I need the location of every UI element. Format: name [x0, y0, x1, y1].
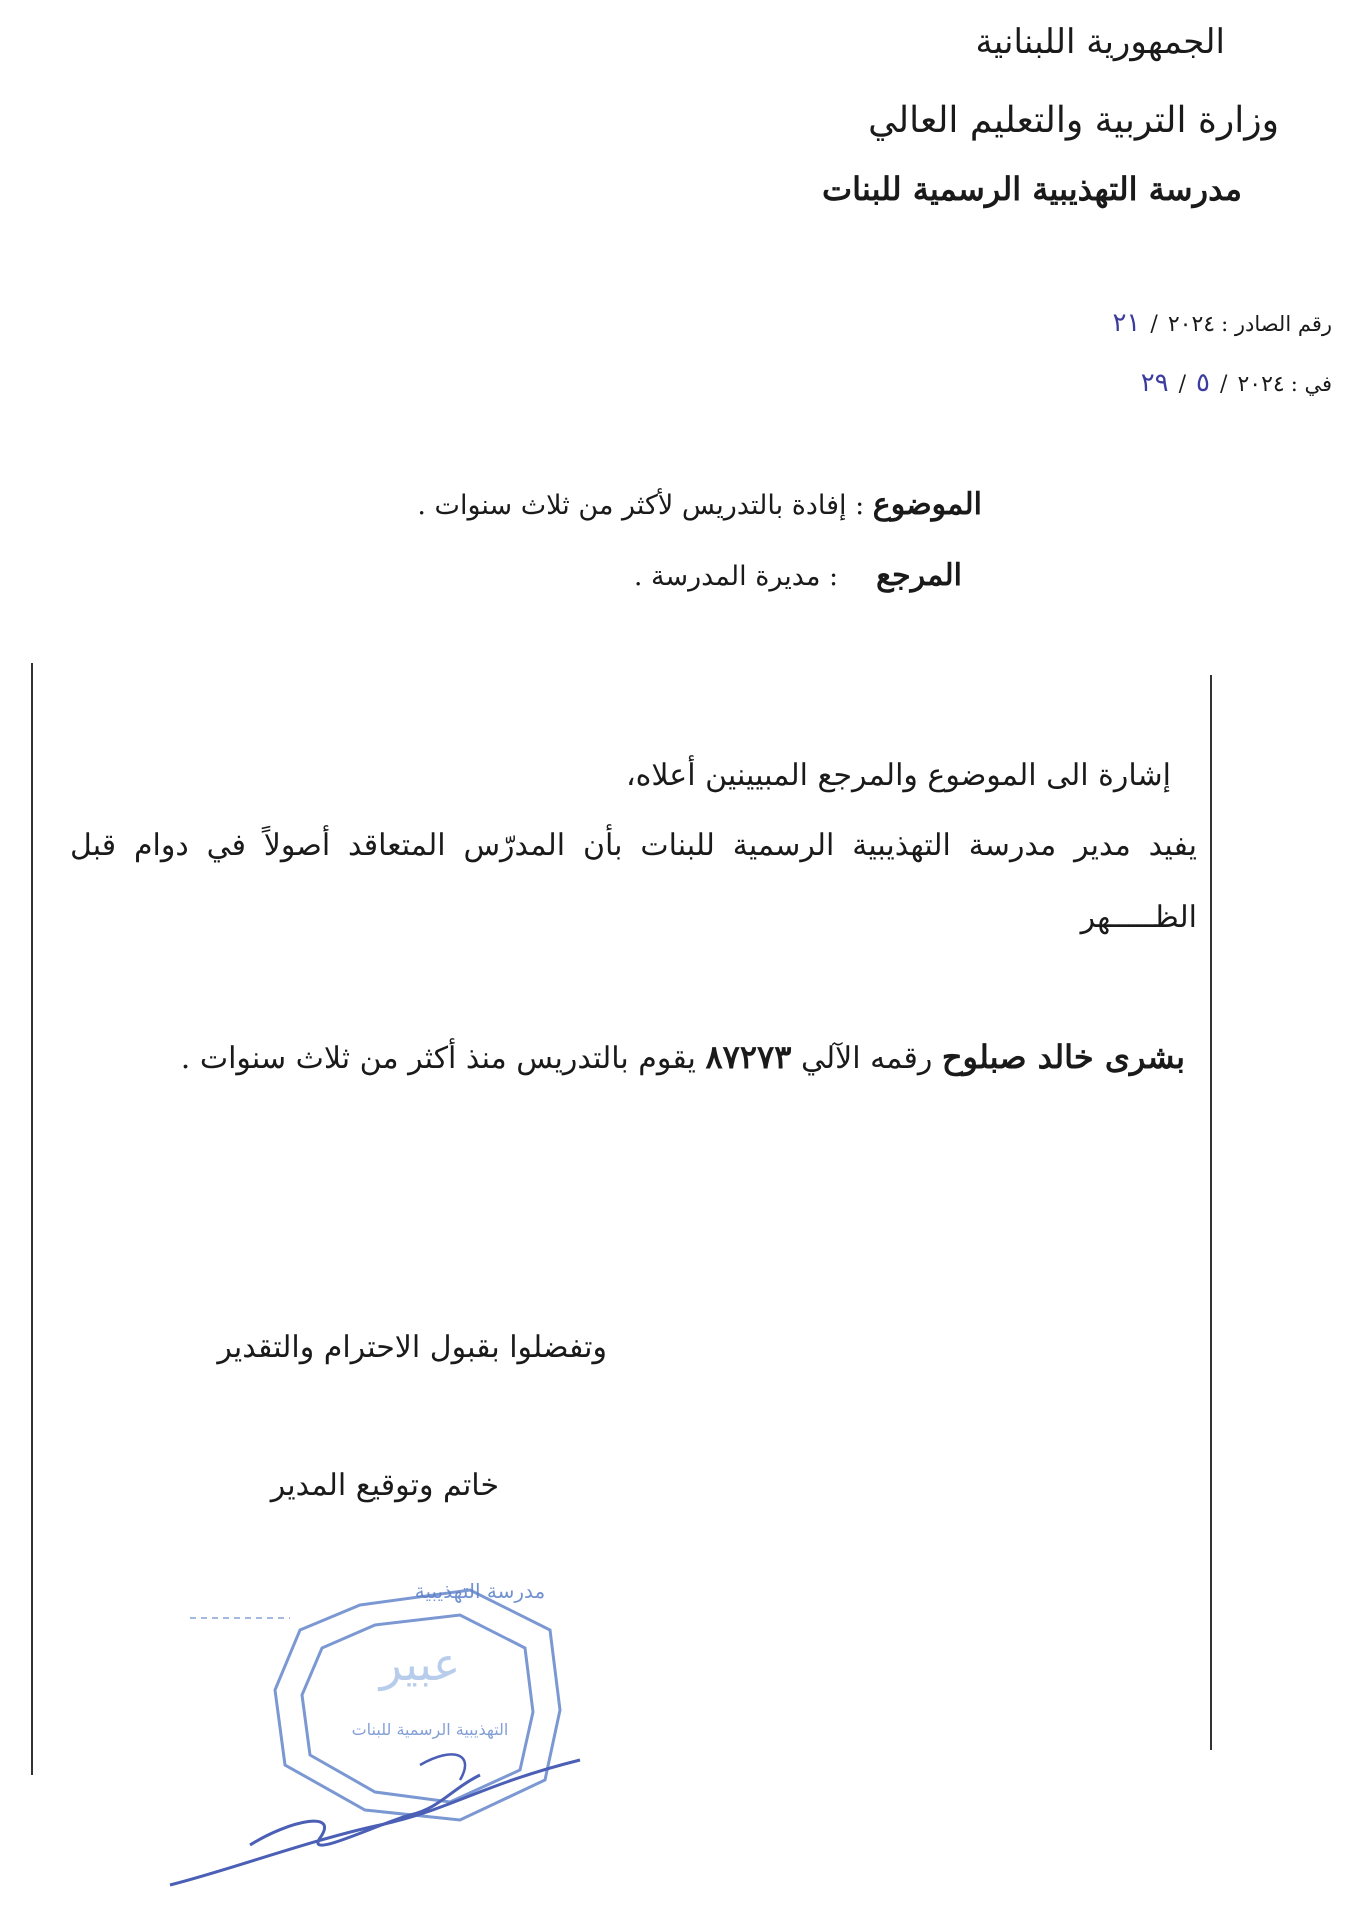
- stamp-outline: [275, 1590, 560, 1820]
- body-paragraph-1: إشارة الى الموضوع والمرجع المبيينين أعلاه،: [626, 758, 1171, 793]
- signature-label: خاتم وتوقيع المدير: [270, 1468, 499, 1503]
- header-country: الجمهورية اللبنانية: [975, 22, 1225, 62]
- outgoing-number-line: رقم الصادر :٢١ / ٢٠٢٤: [1112, 308, 1332, 338]
- referral-text: : مديرة المدرسة .: [633, 561, 839, 592]
- teacher-name: بشرى خالد صبلوح: [941, 1038, 1185, 1076]
- date-label: في :: [1290, 372, 1332, 396]
- signature-stroke-3: [420, 1754, 465, 1780]
- header-school: مدرسة التهذيبية الرسمية للبنات: [822, 170, 1242, 208]
- stamp-handwritten-name: عبير: [379, 1637, 461, 1691]
- left-margin-line: [31, 663, 33, 1775]
- teacher-number: ٨٧٢٧٣: [705, 1038, 792, 1076]
- subject-label: الموضوع: [872, 487, 982, 522]
- date-month: ٥: [1196, 368, 1211, 398]
- date-day: ٢٩: [1140, 368, 1169, 398]
- signature-stroke-1: [170, 1760, 580, 1885]
- outgoing-number-value: ٢١: [1112, 308, 1141, 338]
- body-paragraph-4: [181, 1038, 1185, 1076]
- right-margin-line: [1210, 675, 1212, 1750]
- body-paragraph-3: الظـــــهر: [1080, 900, 1197, 935]
- referral-line: [634, 558, 962, 593]
- referral-label: المرجع: [876, 558, 962, 593]
- body-paragraph-4-rest: يقوم بالتدريس منذ أكثر من ثلاث سنوات .: [180, 1041, 696, 1076]
- header-ministry: وزارة التربية والتعليم العالي: [868, 100, 1279, 141]
- outgoing-year: ٢٠٢٤: [1167, 312, 1216, 337]
- official-stamp: [150, 1570, 650, 1910]
- subject-text: : إفادة بالتدريس لأكثر من ثلاث سنوات .: [417, 490, 865, 521]
- date-line: في :٢٩ / ٥ / ٢٠٢٤: [1140, 368, 1332, 398]
- body-paragraph-2: يفيد مدير مدرسة التهذيبية الرسمية للبنات بأن المدرّس المتعاقد أصولاً في دوام قبل: [70, 828, 1197, 863]
- stamp-ring-text: مدرسة التهذيبية: [414, 1579, 546, 1603]
- stamp-center-text: التهذيبية الرسمية للبنات: [351, 1720, 509, 1739]
- date-year: ٢٠٢٤: [1237, 372, 1285, 397]
- outgoing-number-label: رقم الصادر :: [1221, 312, 1332, 336]
- subject-line: [417, 487, 982, 522]
- teacher-number-label: رقمه الآلي: [800, 1041, 933, 1076]
- closing-regards: وتفضلوا بقبول الاحترام والتقدير: [217, 1330, 607, 1365]
